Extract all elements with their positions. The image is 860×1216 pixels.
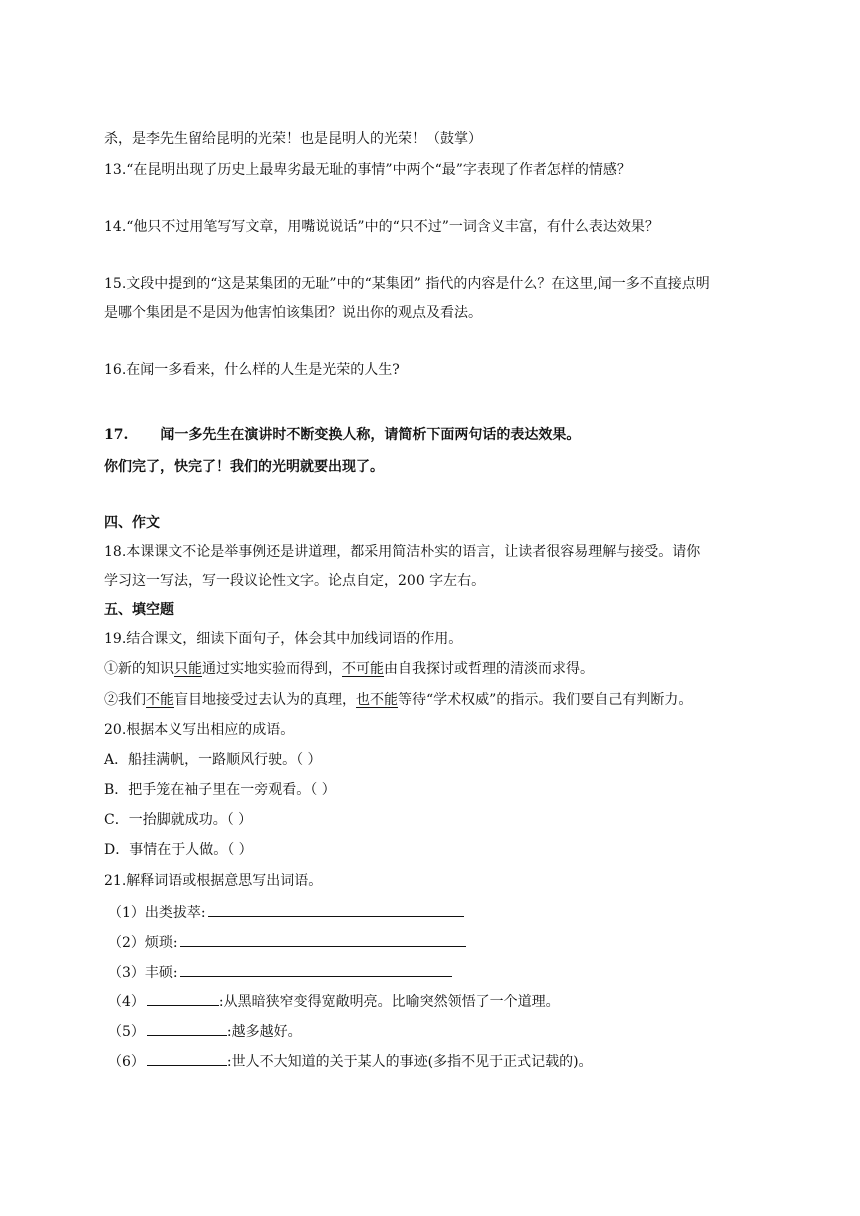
item-1-label: （1）出类拔萃: xyxy=(108,905,206,921)
question-17-quote: 你们完了，快完了！我们的光明就要出现了。 xyxy=(104,459,384,475)
sentence-1-part-2: 通过实地实验而得到， xyxy=(202,661,342,677)
underlined-word-buneng: 不能 xyxy=(146,692,174,708)
question-14: 14.“他只不过用笔写写文章，用嘴说说话”中的“只不过”一词含义丰富，有什么表达效果？ xyxy=(104,219,659,235)
question-19-sentence-1 xyxy=(104,659,594,679)
passage-closing-line: 杀，是李先生留给昆明的光荣！也是昆明人的光荣！（鼓掌） xyxy=(104,131,482,147)
question-19: 19.结合课文，细读下面句子，体会其中加线词语的作用。 xyxy=(104,631,463,647)
sentence-1-part-3: 由自我探讨或哲理的清淡而求得。 xyxy=(384,661,594,677)
sentence-2-part-1: ②我们 xyxy=(104,692,146,708)
section-5-heading: 五、填空题 xyxy=(104,602,174,618)
question-17-text: 闻一多先生在演讲时不断变换人称，请简析下面两句话的表达效果。 xyxy=(160,427,581,443)
question-17 xyxy=(104,425,580,445)
question-18-line-1: 18.本课课文不论是举事例还是讲道理，都采用简洁朴实的语言，让读者很容易理解与接受。请你 xyxy=(104,544,701,560)
item-3-label: （3）丰硕: xyxy=(108,965,178,981)
item-4-definition: :从黑暗狭窄变得宽敞明亮。比喻突然领悟了一个道理。 xyxy=(218,994,560,1010)
question-18-line-2: 学习这一写法，写一段议论性文字。论点自定，200 字左右。 xyxy=(104,573,486,589)
question-13: 13.“在昆明出现了历史上最卑劣最无耻的事情”中两个“最”字表现了作者怎样的情感？ xyxy=(104,162,631,178)
answer-blank[interactable] xyxy=(147,991,219,1006)
underlined-word-yebuneng: 也不能 xyxy=(356,692,398,708)
sentence-2-part-2: 盲目地接受过去认为的真理， xyxy=(174,692,356,708)
question-20-option-d: D．事情在于人做。（ ） xyxy=(104,842,253,858)
question-21-item-1 xyxy=(108,902,464,923)
question-15-line-1: 15.文段中提到的“这是某集团的无耻”中的“某集团” 指代的内容是什么？在这里,闻一多不直接点明 xyxy=(104,276,710,292)
item-5-number: （5） xyxy=(108,1024,145,1040)
question-21-item-6 xyxy=(108,1051,593,1072)
answer-blank[interactable] xyxy=(147,1021,227,1036)
sentence-1-part-1: ①新的知识 xyxy=(104,661,174,677)
item-4-number: （4） xyxy=(108,994,145,1010)
question-20: 20.根据本义写出相应的成语。 xyxy=(104,722,295,738)
answer-blank[interactable] xyxy=(180,962,452,977)
section-4-heading: 四、作文 xyxy=(104,515,160,531)
item-6-number: （6） xyxy=(108,1054,145,1070)
question-16: 16.在闻一多看来，什么样的人生是光荣的人生? xyxy=(104,362,400,378)
question-21-item-3 xyxy=(108,962,452,983)
sentence-2-part-3: 等待“学术权威”的指示。我们要自己有判断力。 xyxy=(398,692,693,708)
question-20-option-a: A．船挂满帆，一路顺风行驶。（ ） xyxy=(104,752,322,768)
question-21: 21.解释词语或根据意思写出词语。 xyxy=(104,873,323,889)
answer-blank[interactable] xyxy=(180,932,466,947)
question-17-number: 17. xyxy=(104,427,129,443)
question-21-item-2 xyxy=(108,932,466,953)
item-6-definition: :世人不大知道的关于某人的事迹(多指不见于正式记载的)。 xyxy=(226,1054,593,1070)
underlined-word-zhineng: 只能 xyxy=(174,661,202,677)
underlined-word-bukeneng: 不可能 xyxy=(342,661,384,677)
question-20-option-c: C．一抬脚就成功。（ ） xyxy=(104,812,253,828)
question-19-sentence-2 xyxy=(104,690,692,710)
item-2-label: （2）烦琐: xyxy=(108,935,178,951)
answer-blank[interactable] xyxy=(147,1051,227,1066)
question-20-option-b: B．把手笼在袖子里在一旁观看。（ ） xyxy=(104,782,336,798)
question-21-item-4 xyxy=(108,991,560,1012)
question-15-line-2: 是哪个集团是不是因为他害怕该集团？说出你的观点及看法。 xyxy=(104,305,482,321)
answer-blank[interactable] xyxy=(208,902,464,917)
question-21-item-5 xyxy=(108,1021,302,1042)
item-5-definition: :越多越好。 xyxy=(226,1024,302,1040)
